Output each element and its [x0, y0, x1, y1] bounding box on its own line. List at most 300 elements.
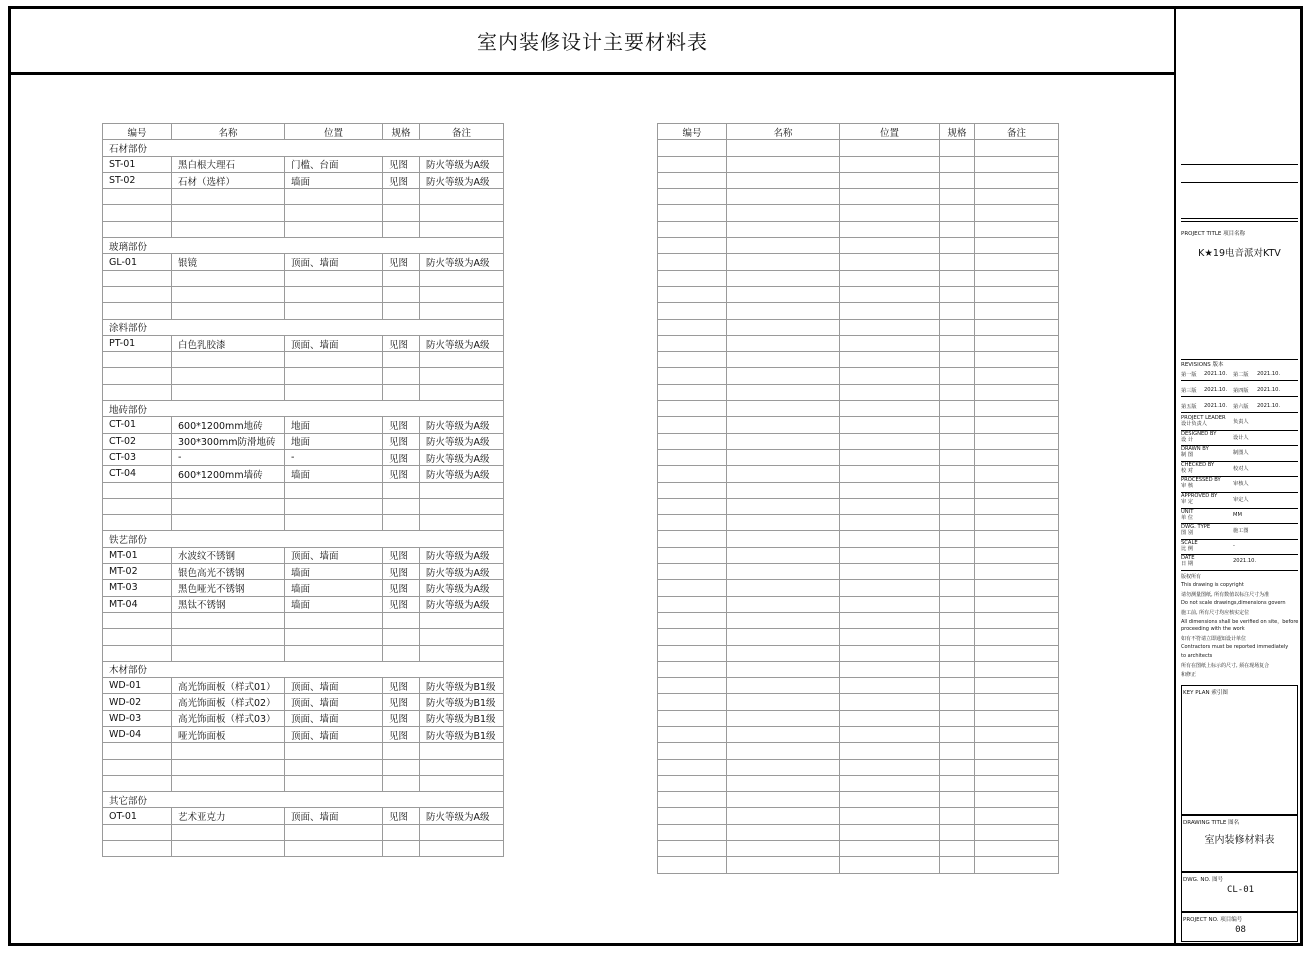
blank-cell	[658, 515, 727, 531]
role-en: SCALE	[1181, 539, 1198, 546]
material-code: ST-02	[103, 172, 172, 188]
material-position	[285, 221, 383, 237]
blank-cell	[658, 645, 727, 661]
blank-cell	[940, 710, 975, 726]
material-position: 地面	[285, 433, 383, 449]
material-remark: 防火等级为A级	[420, 580, 504, 596]
table-header-row	[658, 124, 1059, 140]
material-name	[172, 824, 285, 840]
note-line: Contractors must be reported immediately	[1181, 644, 1289, 651]
revision-date: 2021.10.	[1204, 387, 1228, 393]
material-code	[103, 841, 172, 857]
material-spec: 见图	[383, 596, 420, 612]
role-key	[1181, 462, 1214, 474]
blank-cell	[975, 694, 1059, 710]
blank-cell	[840, 661, 940, 677]
header-code: 编号	[658, 124, 727, 140]
material-remark: 防火等级为A级	[420, 547, 504, 563]
blank-row	[658, 564, 1059, 580]
material-remark: 防火等级为A级	[420, 335, 504, 351]
blank-cell	[940, 515, 975, 531]
blank-cell	[727, 319, 840, 335]
blank-cell	[940, 172, 975, 188]
material-code	[103, 645, 172, 661]
material-position	[285, 303, 383, 319]
table-row	[103, 726, 504, 742]
table-row	[103, 808, 504, 824]
material-spec: 见图	[383, 335, 420, 351]
header-spec: 规格	[383, 124, 420, 140]
material-spec	[383, 205, 420, 221]
blank-row	[103, 612, 504, 628]
blank-row	[658, 172, 1059, 188]
blank-cell	[940, 596, 975, 612]
role-row	[1181, 508, 1298, 525]
material-code	[103, 303, 172, 319]
material-position	[285, 775, 383, 791]
material-remark: 防火等级为A级	[420, 433, 504, 449]
blank-cell	[727, 156, 840, 172]
blank-row	[658, 401, 1059, 417]
blank-cell	[727, 286, 840, 302]
role-cn: 审 定	[1181, 499, 1194, 505]
role-value: 施工图	[1233, 528, 1249, 535]
note-line: 请勿测量图纸, 所有数值以标注尺寸为准	[1181, 591, 1270, 598]
material-name: 哑光饰面板	[172, 726, 285, 742]
material-position: 顶面、墙面	[285, 808, 383, 824]
blank-cell	[727, 466, 840, 482]
blank-row	[103, 759, 504, 775]
blank-cell	[727, 221, 840, 237]
material-name: 黑色哑光不锈钢	[172, 580, 285, 596]
section-label: 玻璃部份	[103, 238, 504, 254]
blank-cell	[940, 466, 975, 482]
blank-cell	[727, 775, 840, 791]
revisions-label: REVISIONS 版本	[1181, 362, 1224, 368]
table-row	[103, 172, 504, 188]
role-row	[1181, 523, 1298, 540]
role-value: 负责人	[1233, 419, 1249, 425]
blank-row	[658, 694, 1059, 710]
material-spec	[383, 759, 420, 775]
blank-cell	[975, 580, 1059, 596]
blank-row	[658, 661, 1059, 677]
blank-cell	[975, 841, 1059, 857]
material-remark	[420, 286, 504, 302]
role-row	[1181, 461, 1298, 478]
blank-row	[658, 629, 1059, 645]
revision-date: 2021.10.	[1204, 403, 1228, 409]
material-remark	[420, 270, 504, 286]
blank-cell	[940, 401, 975, 417]
section-label: 涂料部份	[103, 319, 504, 335]
material-position: 门槛、台面	[285, 156, 383, 172]
material-position: 顶面、墙面	[285, 694, 383, 710]
material-code: CT-01	[103, 417, 172, 433]
blank-cell	[975, 547, 1059, 563]
blank-cell	[840, 433, 940, 449]
blank-row	[658, 433, 1059, 449]
blank-cell	[727, 270, 840, 286]
material-spec: 见图	[383, 710, 420, 726]
blank-cell	[975, 661, 1059, 677]
drawing-title-box	[1181, 815, 1298, 872]
blank-row	[658, 580, 1059, 596]
blank-cell	[727, 401, 840, 417]
blank-row	[658, 466, 1059, 482]
role-cn: 校 对	[1181, 467, 1194, 474]
material-name: 600*1200mm地砖	[172, 417, 285, 433]
blank-cell	[840, 303, 940, 319]
blank-row	[103, 368, 504, 384]
material-remark: 防火等级为A级	[420, 156, 504, 172]
blank-cell	[727, 335, 840, 351]
blank-row	[658, 857, 1059, 873]
material-spec	[383, 221, 420, 237]
blank-cell	[727, 254, 840, 270]
role-en: DRAWN BY	[1181, 446, 1209, 453]
material-name: 水波纹不锈钢	[172, 547, 285, 563]
blank-cell	[727, 433, 840, 449]
table-row	[103, 694, 504, 710]
role-row	[1181, 430, 1298, 447]
material-remark	[420, 759, 504, 775]
material-position	[285, 824, 383, 840]
blank-cell	[975, 775, 1059, 791]
blank-cell	[975, 433, 1059, 449]
material-remark	[420, 629, 504, 645]
blank-cell	[975, 221, 1059, 237]
blank-cell	[840, 515, 940, 531]
material-remark	[420, 824, 504, 840]
blank-cell	[940, 726, 975, 742]
blank-cell	[940, 645, 975, 661]
role-en: PROJECT LEADER	[1181, 415, 1226, 421]
blank-cell	[975, 743, 1059, 759]
blank-cell	[658, 482, 727, 498]
blank-row	[658, 759, 1059, 775]
material-remark: 防火等级为B1级	[420, 710, 504, 726]
blank-cell	[658, 254, 727, 270]
blank-cell	[840, 189, 940, 205]
blank-cell	[975, 352, 1059, 368]
material-remark	[420, 743, 504, 759]
blank-row	[658, 808, 1059, 824]
blank-cell	[727, 384, 840, 400]
blank-cell	[727, 482, 840, 498]
blank-cell	[975, 189, 1059, 205]
blank-cell	[975, 482, 1059, 498]
blank-row	[103, 189, 504, 205]
role-key	[1181, 446, 1209, 458]
header-spec: 规格	[940, 124, 975, 140]
material-name	[172, 384, 285, 400]
section-row	[103, 792, 504, 808]
blank-row	[658, 678, 1059, 694]
project-no: 08	[1235, 925, 1246, 935]
header-name: 名称	[727, 124, 840, 140]
blank-cell	[727, 580, 840, 596]
material-remark: 防火等级为A级	[420, 172, 504, 188]
blank-cell	[658, 775, 727, 791]
blank-cell	[727, 449, 840, 465]
materials-table-left	[102, 123, 504, 857]
blank-cell	[840, 694, 940, 710]
role-cn: 制 图	[1181, 452, 1194, 459]
project-no-box	[1181, 912, 1298, 942]
role-cn: 审 核	[1181, 483, 1194, 490]
blank-cell	[727, 678, 840, 694]
blank-cell	[658, 743, 727, 759]
blank-cell	[840, 710, 940, 726]
material-remark: 防火等级为A级	[420, 596, 504, 612]
blank-cell	[658, 710, 727, 726]
role-key	[1181, 493, 1217, 505]
material-position: 顶面、墙面	[285, 547, 383, 563]
material-code: CT-02	[103, 433, 172, 449]
blank-cell	[658, 678, 727, 694]
section-row	[103, 661, 504, 677]
sheet-title: 室内装修设计主要材料表	[11, 9, 1174, 75]
material-name: 黑钛不锈钢	[172, 596, 285, 612]
material-name: 艺术亚克力	[172, 808, 285, 824]
role-cn: 图 别	[1181, 530, 1194, 537]
blank-cell	[940, 694, 975, 710]
role-value: 制图人	[1233, 450, 1249, 457]
blank-cell	[975, 335, 1059, 351]
material-code	[103, 352, 172, 368]
material-spec: 见图	[383, 580, 420, 596]
section-row	[103, 319, 504, 335]
material-remark	[420, 189, 504, 205]
material-remark	[420, 384, 504, 400]
material-remark	[420, 515, 504, 531]
material-spec	[383, 482, 420, 498]
material-code: WD-03	[103, 710, 172, 726]
blank-cell	[940, 221, 975, 237]
blank-row	[658, 515, 1059, 531]
material-position	[285, 352, 383, 368]
blank-row	[658, 384, 1059, 400]
blank-cell	[727, 515, 840, 531]
material-name: -	[172, 449, 285, 465]
blank-row	[658, 417, 1059, 433]
material-spec: 见图	[383, 694, 420, 710]
blank-cell	[840, 156, 940, 172]
blank-row	[103, 384, 504, 400]
blank-row	[103, 841, 504, 857]
material-position: 顶面、墙面	[285, 726, 383, 742]
blank-row	[103, 221, 504, 237]
material-spec: 见图	[383, 564, 420, 580]
blank-cell	[940, 156, 975, 172]
blank-cell	[840, 564, 940, 580]
material-code	[103, 286, 172, 302]
material-code	[103, 612, 172, 628]
blank-cell	[658, 286, 727, 302]
blank-cell	[840, 531, 940, 547]
blank-cell	[727, 172, 840, 188]
material-spec: 见图	[383, 808, 420, 824]
blank-cell	[727, 726, 840, 742]
material-name: 300*300mm防滑地砖	[172, 433, 285, 449]
blank-cell	[727, 352, 840, 368]
blank-cell	[840, 482, 940, 498]
blank-cell	[840, 596, 940, 612]
material-code	[103, 368, 172, 384]
material-position: 顶面、墙面	[285, 335, 383, 351]
blank-cell	[658, 792, 727, 808]
material-code	[103, 743, 172, 759]
blank-cell	[727, 759, 840, 775]
blank-row	[658, 449, 1059, 465]
material-code: WD-01	[103, 678, 172, 694]
material-position: 地面	[285, 417, 383, 433]
blank-cell	[840, 466, 940, 482]
blank-cell	[840, 612, 940, 628]
material-spec	[383, 189, 420, 205]
role-row	[1181, 492, 1298, 509]
blank-row	[658, 498, 1059, 514]
table-row	[103, 596, 504, 612]
material-position	[285, 384, 383, 400]
blank-cell	[658, 303, 727, 319]
blank-cell	[658, 368, 727, 384]
material-name	[172, 270, 285, 286]
blank-row	[658, 710, 1059, 726]
header-position: 位置	[285, 124, 383, 140]
material-spec	[383, 841, 420, 857]
material-code: PT-01	[103, 335, 172, 351]
material-spec: 见图	[383, 547, 420, 563]
material-name	[172, 515, 285, 531]
material-position: 墙面	[285, 466, 383, 482]
note-line: 和修正	[1181, 671, 1197, 678]
blank-cell	[727, 205, 840, 221]
role-key	[1181, 415, 1226, 427]
blank-cell	[840, 319, 940, 335]
material-name	[172, 482, 285, 498]
key-plan-label: KEY PLAN 索引图	[1183, 690, 1228, 696]
blank-cell	[658, 580, 727, 596]
blank-cell	[975, 710, 1059, 726]
blank-cell	[840, 808, 940, 824]
blank-row	[658, 482, 1059, 498]
blank-row	[658, 596, 1059, 612]
note-line: All dimensions shall be verified on site，before	[1181, 618, 1299, 625]
blank-cell	[940, 384, 975, 400]
table-row	[103, 678, 504, 694]
material-spec	[383, 612, 420, 628]
blank-cell	[727, 547, 840, 563]
divider	[1181, 182, 1298, 183]
blank-row	[103, 286, 504, 302]
revision-date: 2021.10.	[1257, 387, 1281, 393]
header-remark: 备注	[420, 124, 504, 140]
material-code	[103, 270, 172, 286]
material-remark	[420, 482, 504, 498]
revision-date: 2021.10.	[1257, 371, 1281, 377]
blank-cell	[975, 629, 1059, 645]
section-label: 木材部份	[103, 661, 504, 677]
blank-cell	[975, 449, 1059, 465]
material-position	[285, 205, 383, 221]
blank-cell	[727, 303, 840, 319]
project-title-label: PROJECT TITLE 项目名称	[1181, 231, 1246, 237]
revision-label: 第五版	[1181, 404, 1197, 410]
role-cn: 设 计	[1181, 436, 1194, 443]
blank-cell	[940, 824, 975, 840]
material-position	[285, 645, 383, 661]
blank-cell	[840, 384, 940, 400]
blank-cell	[727, 661, 840, 677]
note-line: Do not scale drawings,dimensions govern	[1181, 599, 1286, 606]
role-value: 校对人	[1233, 465, 1249, 472]
blank-cell	[727, 417, 840, 433]
blank-cell	[840, 205, 940, 221]
blank-cell	[658, 726, 727, 742]
blank-cell	[658, 417, 727, 433]
role-en: DATE	[1181, 555, 1195, 562]
material-name	[172, 189, 285, 205]
role-key	[1181, 431, 1216, 443]
material-remark	[420, 645, 504, 661]
table-row	[103, 156, 504, 172]
material-spec	[383, 368, 420, 384]
blank-row	[658, 645, 1059, 661]
blank-row	[658, 140, 1059, 156]
blank-cell	[658, 156, 727, 172]
material-spec	[383, 384, 420, 400]
blank-cell	[840, 629, 940, 645]
material-position	[285, 270, 383, 286]
material-remark: 防火等级为B1级	[420, 726, 504, 742]
role-value: -	[1233, 542, 1235, 549]
blank-row	[658, 205, 1059, 221]
revision-label: 第一版	[1181, 372, 1197, 378]
material-name: 600*1200mm墙砖	[172, 466, 285, 482]
blank-row	[103, 352, 504, 368]
blank-cell	[658, 352, 727, 368]
material-code	[103, 205, 172, 221]
role-row	[1181, 414, 1298, 431]
material-code: MT-03	[103, 580, 172, 596]
blank-cell	[840, 172, 940, 188]
role-value: 2021.10.	[1233, 558, 1257, 565]
material-code	[103, 384, 172, 400]
blank-cell	[727, 368, 840, 384]
blank-row	[658, 156, 1059, 172]
blank-cell	[975, 140, 1059, 156]
revision-date: 2021.10.	[1257, 403, 1281, 409]
material-code: ST-01	[103, 156, 172, 172]
blank-cell	[975, 759, 1059, 775]
materials-table-right	[657, 123, 1059, 874]
material-name	[172, 498, 285, 514]
material-code: WD-02	[103, 694, 172, 710]
material-code: CT-04	[103, 466, 172, 482]
dwg-no-box	[1181, 872, 1298, 912]
role-key	[1181, 509, 1193, 521]
blank-cell	[975, 857, 1059, 873]
blank-row	[103, 775, 504, 791]
role-en: APPROVED BY	[1181, 493, 1218, 499]
material-code	[103, 824, 172, 840]
material-position	[285, 841, 383, 857]
section-row	[103, 238, 504, 254]
material-name: 高光饰面板（样式02）	[172, 694, 285, 710]
role-cn: 日 期	[1181, 561, 1194, 568]
